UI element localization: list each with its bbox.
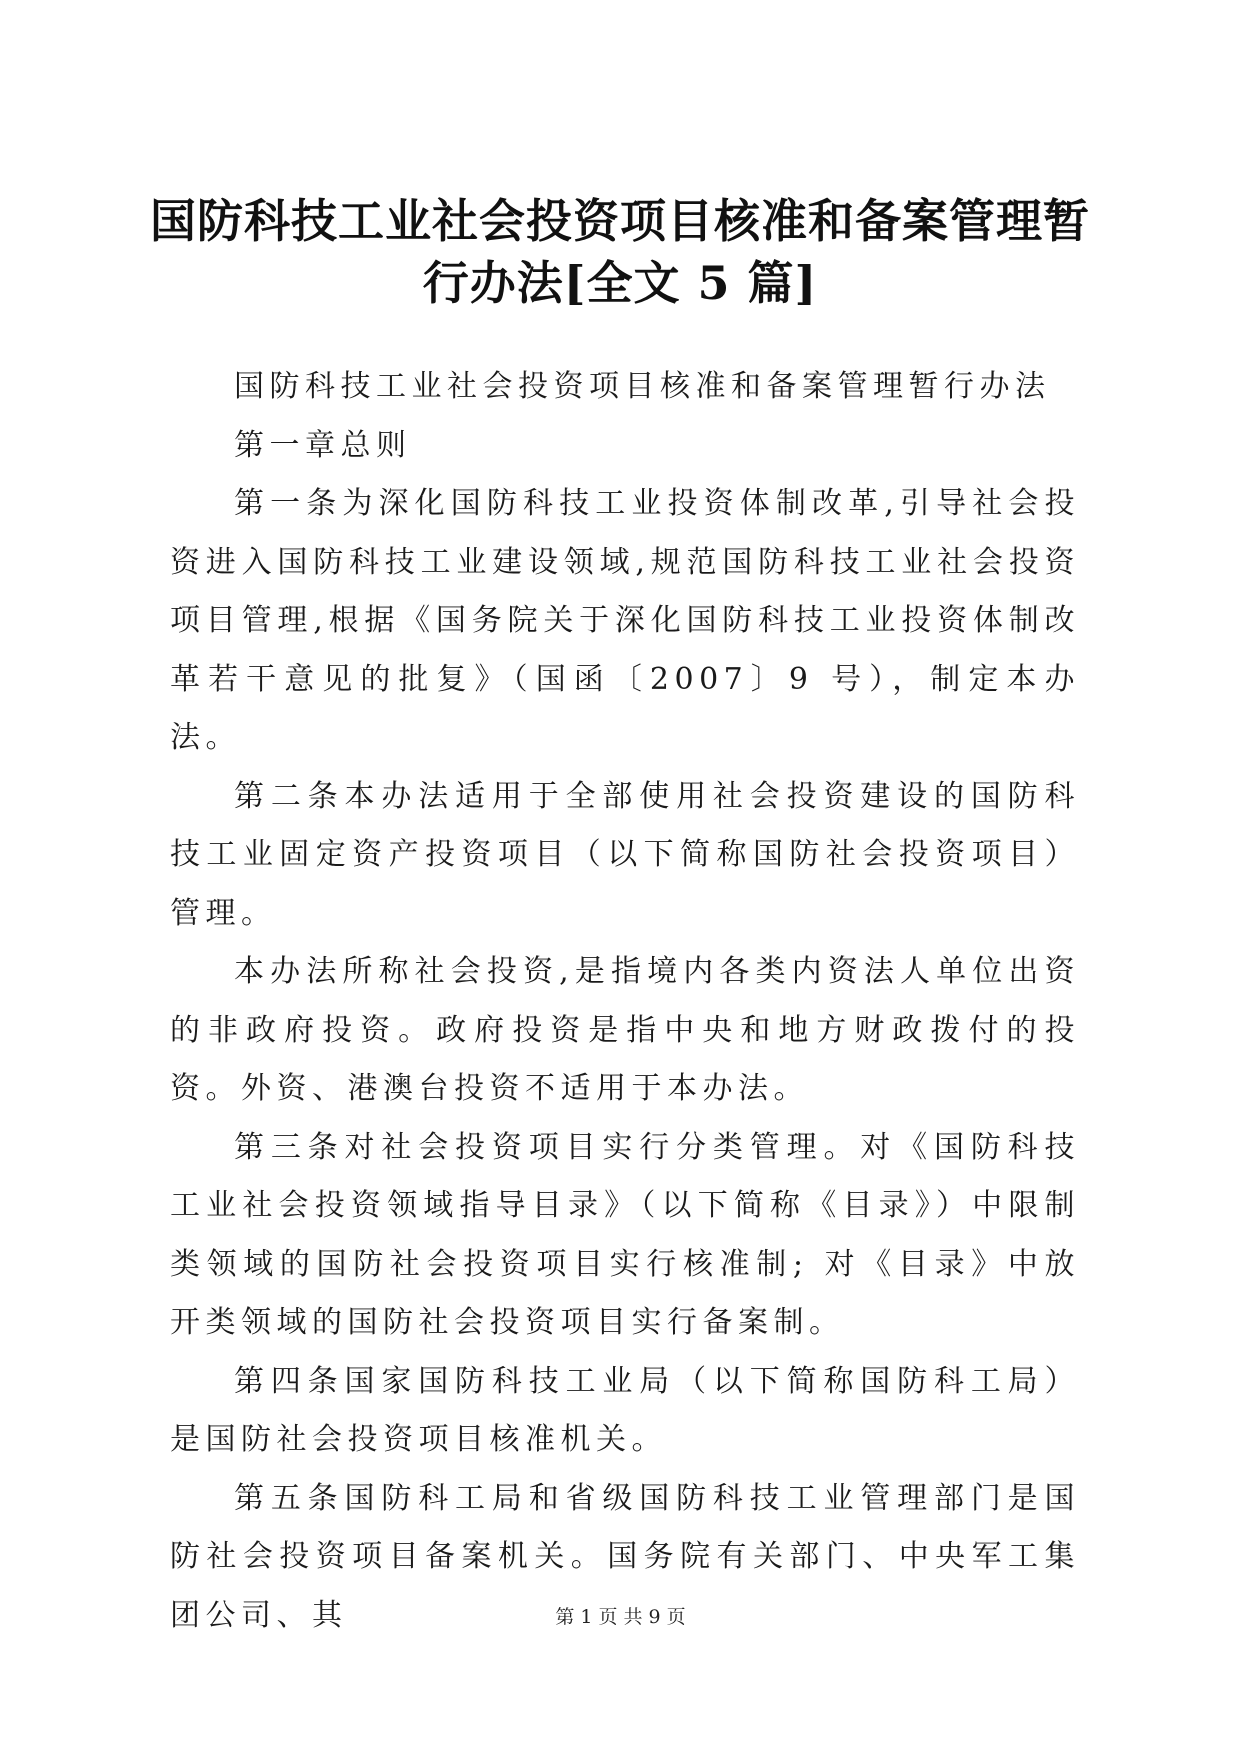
paragraph: 国防科技工业社会投资项目核准和备案管理暂行办法 (234, 369, 1051, 404)
page-number-footer: 第 1 页 共 9 页 (555, 1606, 686, 1628)
title-line-2: 行办法[全文 5 篇] (422, 256, 818, 310)
paragraph: 第四条国家国防科技工业局（以下简称国防科工局）是国防社会投资项目核准机关。 (170, 1363, 1080, 1457)
paragraph: 第三条对社会投资项目实行分类管理。对《国防科技工业社会投资领域指导目录》（以下简称《目录》）中限制类领域的国防社会投资项目实行核准制; 对《目录》中放开类领域的国防社会投资项目实行备案制。 (170, 1129, 1080, 1340)
paragraph: 本办法所称社会投资,是指境内各类内资法人单位出资的非政府投资。政府投资是指中央和地方财政拨付的投资。外资、港澳台投资不适用于本办法。 (170, 954, 1080, 1106)
title-line-1: 国防科技工业社会投资项目核准和备案管理暂 (150, 194, 1090, 248)
paragraph: 第一章总则 (234, 427, 412, 463)
paragraph: 第五条国防科工局和省级国防科技工业管理部门是国防社会投资项目备案机关。国务院有关部门、中央军工集团公司、其 (170, 1480, 1080, 1633)
document-body (170, 358, 1080, 1645)
paragraph: 第一条为深化国防科技工业投资体制改革,引导社会投资进入国防科技工业建设领域,规范国防科技工业社会投资项目管理,根据《国务院关于深化国防科技工业投资体制改革若干意见的批复》（国函〔2007〕9 号），制定本办法。 (170, 486, 1080, 755)
paragraph: 第二条本办法适用于全部使用社会投资建设的国防科技工业固定资产投资项目（以下简称国防社会投资项目）管理。 (170, 778, 1080, 931)
document-title (150, 190, 1090, 314)
